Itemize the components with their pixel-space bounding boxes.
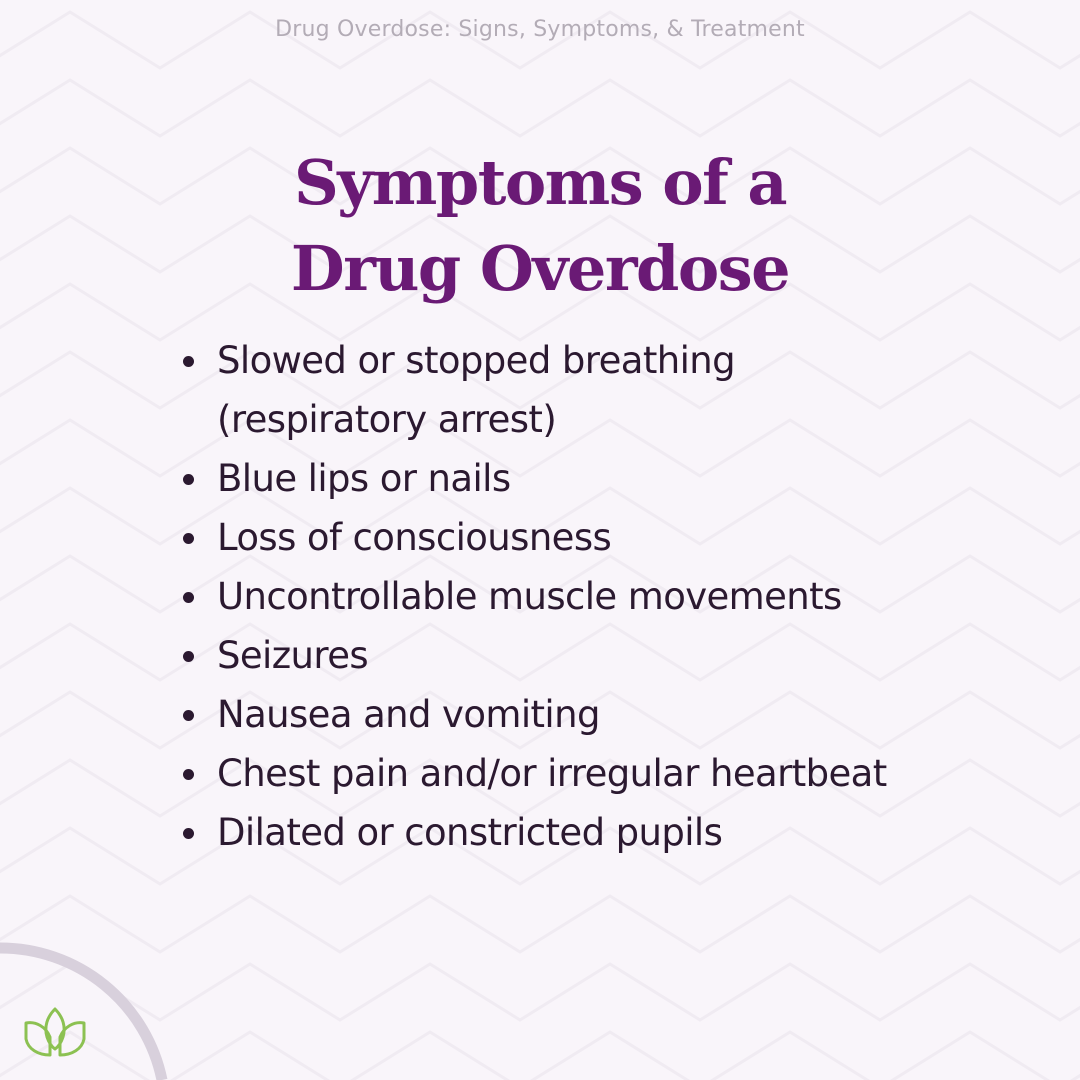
symptom-text: Blue lips or nails bbox=[217, 457, 511, 500]
symptom-list bbox=[180, 331, 1050, 862]
bullet-icon bbox=[183, 356, 194, 367]
symptom-item bbox=[180, 567, 1050, 626]
bullet-icon bbox=[183, 769, 194, 780]
bullet-icon bbox=[183, 474, 194, 485]
symptom-text: Slowed or stopped breathing (respiratory arrest) bbox=[217, 339, 735, 441]
symptom-item bbox=[180, 685, 1050, 744]
page-subtitle: Drug Overdose: Signs, Symptoms, & Treatment bbox=[275, 17, 805, 42]
bullet-icon bbox=[183, 592, 194, 603]
symptom-text: Dilated or constricted pupils bbox=[217, 811, 723, 854]
symptom-text: Uncontrollable muscle movements bbox=[217, 575, 842, 618]
page-title bbox=[0, 140, 1080, 312]
bullet-icon bbox=[183, 710, 194, 721]
symptom-item bbox=[180, 803, 1050, 862]
symptom-text: Loss of consciousness bbox=[217, 516, 612, 559]
symptom-item bbox=[180, 449, 1050, 508]
symptom-item bbox=[180, 744, 1050, 803]
title-line-2: Drug Overdose bbox=[290, 232, 790, 305]
symptom-text: Seizures bbox=[217, 634, 369, 677]
bullet-icon bbox=[183, 651, 194, 662]
zigzag-line bbox=[0, 80, 1080, 136]
symptom-text: Chest pain and/or irregular heartbeat bbox=[217, 752, 887, 795]
bullet-icon bbox=[183, 533, 194, 544]
bullet-icon bbox=[183, 828, 194, 839]
symptom-text: Nausea and vomiting bbox=[217, 693, 600, 736]
symptom-item bbox=[180, 508, 1050, 567]
symptom-item bbox=[180, 626, 1050, 685]
lotus-leaf-icon bbox=[22, 1005, 88, 1061]
symptom-item bbox=[180, 331, 1050, 449]
title-line-1: Symptoms of a bbox=[293, 146, 787, 219]
